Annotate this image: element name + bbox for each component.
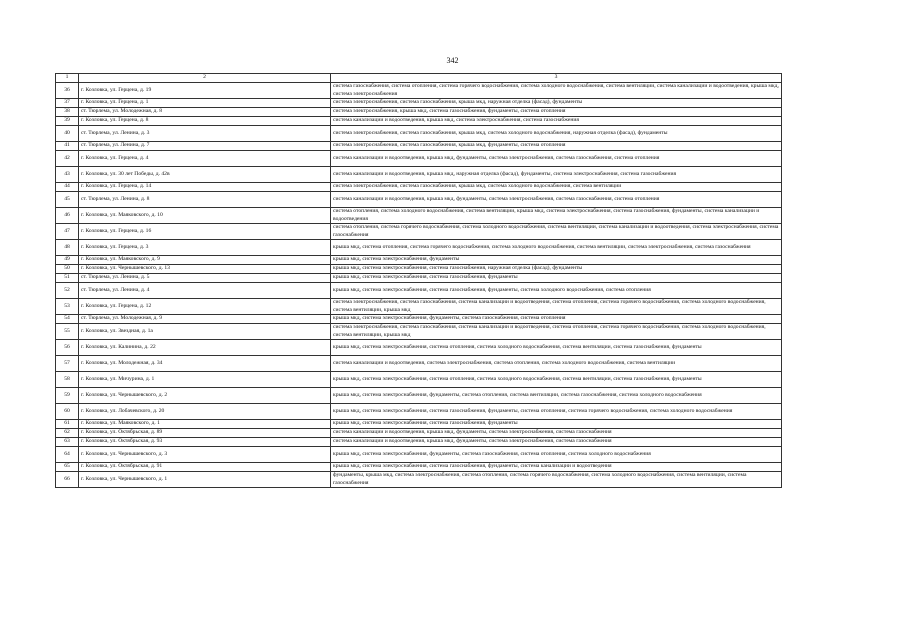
row-number: 44 — [56, 183, 79, 192]
row-address: г. Козловка, ул. Молодежная, д. 34 — [79, 356, 331, 372]
table-row — [56, 224, 782, 240]
table-row — [56, 463, 782, 472]
page-number: 342 — [446, 56, 459, 65]
row-address: г. Козловка, ул. Лобачевского, д. 20 — [79, 404, 331, 420]
row-works: система канализации и водоотведения, крыша мкд, система электроснабжения, система газоснабжения — [331, 117, 782, 126]
row-number: 61 — [56, 420, 79, 429]
row-address: г. Козловка, ул. Октябрьская, д. 91 — [79, 463, 331, 472]
row-number: 63 — [56, 438, 79, 447]
table-row — [56, 438, 782, 447]
row-works: система канализации и водоотведения, крыша мкд, фундаменты, система электроснабжения, система газоснабжения, система отопления — [331, 192, 782, 208]
table-row — [56, 167, 782, 183]
table-row — [56, 420, 782, 429]
row-address: г. Козловка, ул. Мичурина, д. 1 — [79, 372, 331, 388]
row-works: система электроснабжения, система газоснабжения, крыша мкд, фундаменты, система отопления — [331, 142, 782, 151]
row-works: крыша мкд, система электроснабжения, фундаменты, система газоснабжения, система отопления — [331, 315, 782, 324]
table-row — [56, 315, 782, 324]
table-row — [56, 372, 782, 388]
row-works: система электроснабжения, система газоснабжения, система канализации и водоотведения, система отопления, система горячего водоснабжения, система холодного водоснабжения, система вентиляции, крыша мкд — [331, 299, 782, 315]
table-row — [56, 388, 782, 404]
row-number: 41 — [56, 142, 79, 151]
row-works: крыша мкд, система электроснабжения, система газоснабжения, фундаменты — [331, 274, 782, 283]
row-works: система электроснабжения, система газоснабжения, крыша мкд, система холодного водоснабжения, наружная отделка (фасад), фундаменты — [331, 126, 782, 142]
row-number: 45 — [56, 192, 79, 208]
row-number: 37 — [56, 99, 79, 108]
row-address: г. Козловка, ул. Герцена, д. 16 — [79, 224, 331, 240]
column-header-1: 1 — [56, 74, 79, 83]
table-row — [56, 208, 782, 224]
table-row — [56, 265, 782, 274]
row-address: ст. Тюрлема, ул. Молодежная, д. 9 — [79, 315, 331, 324]
row-number: 64 — [56, 447, 79, 463]
row-number: 49 — [56, 256, 79, 265]
column-header-3: 3 — [331, 74, 782, 83]
row-address: г. Козловка, ул. Герцена, д. 1 — [79, 99, 331, 108]
row-number: 42 — [56, 151, 79, 167]
table-row — [56, 99, 782, 108]
row-works: крыша мкд, система электроснабжения, система газоснабжения, фундаменты, система канализации и водоотведения — [331, 463, 782, 472]
row-number: 39 — [56, 117, 79, 126]
row-number: 51 — [56, 274, 79, 283]
row-number: 66 — [56, 472, 79, 488]
row-works: система электроснабжения, система газоснабжения, система канализации и водоотведения, система отопления, система горячего водоснабжения, система холодного водоснабжения, система вентиляции, крыша мкд — [331, 324, 782, 340]
row-works: крыша мкд, система электроснабжения, фундаменты — [331, 256, 782, 265]
row-address: ст. Тюрлема, ул. Ленина, д. 7 — [79, 142, 331, 151]
table-row — [56, 340, 782, 356]
row-works: крыша мкд, система электроснабжения, система газоснабжения, фундаменты, система холодного водоснабжения, система отопления — [331, 283, 782, 299]
row-address: г. Козловка, ул. Октябрьская, д. 89 — [79, 429, 331, 438]
row-number: 38 — [56, 108, 79, 117]
row-address: г. Козловка, ул. Герцена, д. 19 — [79, 83, 331, 99]
row-address: г. Козловка, ул. Калинина, д. 22 — [79, 340, 331, 356]
row-works: система канализации и водоотведения, крыша мкд, фундаменты, система электроснабжения, система газоснабжения, система отопления — [331, 151, 782, 167]
table-row — [56, 274, 782, 283]
row-number: 57 — [56, 356, 79, 372]
row-works: крыша мкд, система электроснабжения, система газоснабжения, наружная отделка (фасад), фундаменты — [331, 265, 782, 274]
row-number: 43 — [56, 167, 79, 183]
row-number: 54 — [56, 315, 79, 324]
row-number: 36 — [56, 83, 79, 99]
row-address: г. Козловка, ул. Чернышевского, д. 3 — [79, 447, 331, 463]
row-works: система отопления, система холодного водоснабжения, система вентиляции, крыша мкд, система электроснабжения, система газоснабжения, фундаменты, система канализации и водоотведения — [331, 208, 782, 224]
row-number: 62 — [56, 429, 79, 438]
table-row — [56, 429, 782, 438]
row-works: система электроснабжения, система газоснабжения, крыша мкд, система холодного водоснабжения, система вентиляции — [331, 183, 782, 192]
table-row — [56, 108, 782, 117]
buildings-table — [55, 73, 782, 488]
row-works: система канализации и водоотведения, система электроснабжения, система отопления, система холодного водоснабжения, система вентиляции — [331, 356, 782, 372]
row-address: г. Козловка, ул. Маяковского, д. 10 — [79, 208, 331, 224]
row-address: ст. Тюрлема, ул. Ленина, д. 4 — [79, 283, 331, 299]
row-address: г. Козловка, ул. Маяковского, д. 9 — [79, 256, 331, 265]
row-works: крыша мкд, система электроснабжения, система отопления, система холодного водоснабжения, система вентиляции, система газоснабжения, фундаменты — [331, 340, 782, 356]
table-row — [56, 240, 782, 256]
table-row — [56, 142, 782, 151]
row-address: ст. Тюрлема, ул. Ленина, д. 8 — [79, 192, 331, 208]
table-row — [56, 356, 782, 372]
row-address: г. Козловка, ул. Октябрьская, д. 93 — [79, 438, 331, 447]
row-address: г. Козловка, ул. Маяковского, д. 1 — [79, 420, 331, 429]
row-works: система отопления, система горячего водоснабжения, система холодного водоснабжения, система вентиляции, система канализации и водоотведения, система электроснабжения, система газоснабжения — [331, 224, 782, 240]
row-works: крыша мкд, система электроснабжения, система газоснабжения, фундаменты — [331, 420, 782, 429]
table-row — [56, 447, 782, 463]
table-row — [56, 404, 782, 420]
row-number: 50 — [56, 265, 79, 274]
row-address: ст. Тюрлема, ул. Молодежная, д. 8 — [79, 108, 331, 117]
row-number: 47 — [56, 224, 79, 240]
table-row — [56, 472, 782, 488]
row-number: 53 — [56, 299, 79, 315]
row-address: г. Козловка, ул. Чернышевского, д. 2 — [79, 388, 331, 404]
table-row — [56, 83, 782, 99]
row-address: г. Козловка, ул. Герцена, д. 8 — [79, 117, 331, 126]
row-number: 60 — [56, 404, 79, 420]
table-row — [56, 151, 782, 167]
table-body — [56, 83, 782, 488]
row-works: крыша мкд, система отопления, система горячего водоснабжения, система холодного водоснабжения, система вентиляции, система электроснабжения, система газоснабжения — [331, 240, 782, 256]
column-header-2: 2 — [79, 74, 331, 83]
table-row — [56, 299, 782, 315]
table-row — [56, 324, 782, 340]
row-works: система канализации и водоотведения, крыша мкд, наружная отделка (фасад), фундаменты, система электроснабжения, система газоснабжения — [331, 167, 782, 183]
row-works: крыша мкд, система электроснабжения, система газоснабжения, фундаменты, система отопления, система горячего водоснабжения, система холодного водоснабжения — [331, 404, 782, 420]
table-row — [56, 192, 782, 208]
table-row — [56, 183, 782, 192]
table-row — [56, 256, 782, 265]
row-address: ст. Тюрлема, ул. Ленина, д. 3 — [79, 126, 331, 142]
row-works: крыша мкд, система электроснабжения, фундаменты, система отопления, система вентиляции, система газоснабжения, система холодного водоснабжения — [331, 388, 782, 404]
row-address: г. Козловка, ул. Герцена, д. 12 — [79, 299, 331, 315]
row-address: г. Козловка, ул. Герцена, д. 14 — [79, 183, 331, 192]
row-number: 55 — [56, 324, 79, 340]
row-number: 56 — [56, 340, 79, 356]
row-number: 58 — [56, 372, 79, 388]
row-number: 46 — [56, 208, 79, 224]
row-address: г. Козловка, ул. 30 лет Победы, д. 42в — [79, 167, 331, 183]
row-number: 48 — [56, 240, 79, 256]
row-works: крыша мкд, система электроснабжения, система отопления, система холодного водоснабжения, система вентиляции, система газоснабжения, фундаменты — [331, 372, 782, 388]
row-works: фундаменты, крыша мкд, система электроснабжения, система отопления, система горячего водоснабжения, система холодного водоснабжения, система вентиляции, система газоснабжения — [331, 472, 782, 488]
row-works: крыша мкд, система электроснабжения, фундаменты, система газоснабжения, система отопления, система холодного водоснабжения — [331, 447, 782, 463]
row-address: г. Козловка, ул. Герцена, д. 4 — [79, 151, 331, 167]
row-works: система электроснабжения, крыша мкд, система газоснабжения, фундаменты, система отопления — [331, 108, 782, 117]
row-address: г. Козловка, ул. Чернышевского, д. 13 — [79, 265, 331, 274]
row-works: система канализации и водоотведения, крыша мкд, фундаменты, система электроснабжения, система газоснабжения — [331, 429, 782, 438]
row-address: г. Козловка, ул. Звездная, д. 1а — [79, 324, 331, 340]
row-address: г. Козловка, ул. Герцена, д. 3 — [79, 240, 331, 256]
row-number: 40 — [56, 126, 79, 142]
row-address: ст. Тюрлема, ул. Ленина, д. 5 — [79, 274, 331, 283]
table-row — [56, 117, 782, 126]
row-number: 65 — [56, 463, 79, 472]
table-row — [56, 283, 782, 299]
row-works: система газоснабжения, система отопления, система горячего водоснабжения, система холодного водоснабжения, система вентиляции, система канализации и водоотведения, крыша мкд, система электроснабжения — [331, 83, 782, 99]
row-works: система канализации и водоотведения, крыша мкд, фундаменты, система электроснабжения, система газоснабжения — [331, 438, 782, 447]
row-address: г. Козловка, ул. Чернышевского, д. 1 — [79, 472, 331, 488]
row-works: система электроснабжения, система газоснабжения, крыша мкд, наружная отделка (фасад), фундаменты — [331, 99, 782, 108]
row-number: 59 — [56, 388, 79, 404]
row-number: 52 — [56, 283, 79, 299]
table-row — [56, 126, 782, 142]
table-header — [56, 74, 782, 83]
